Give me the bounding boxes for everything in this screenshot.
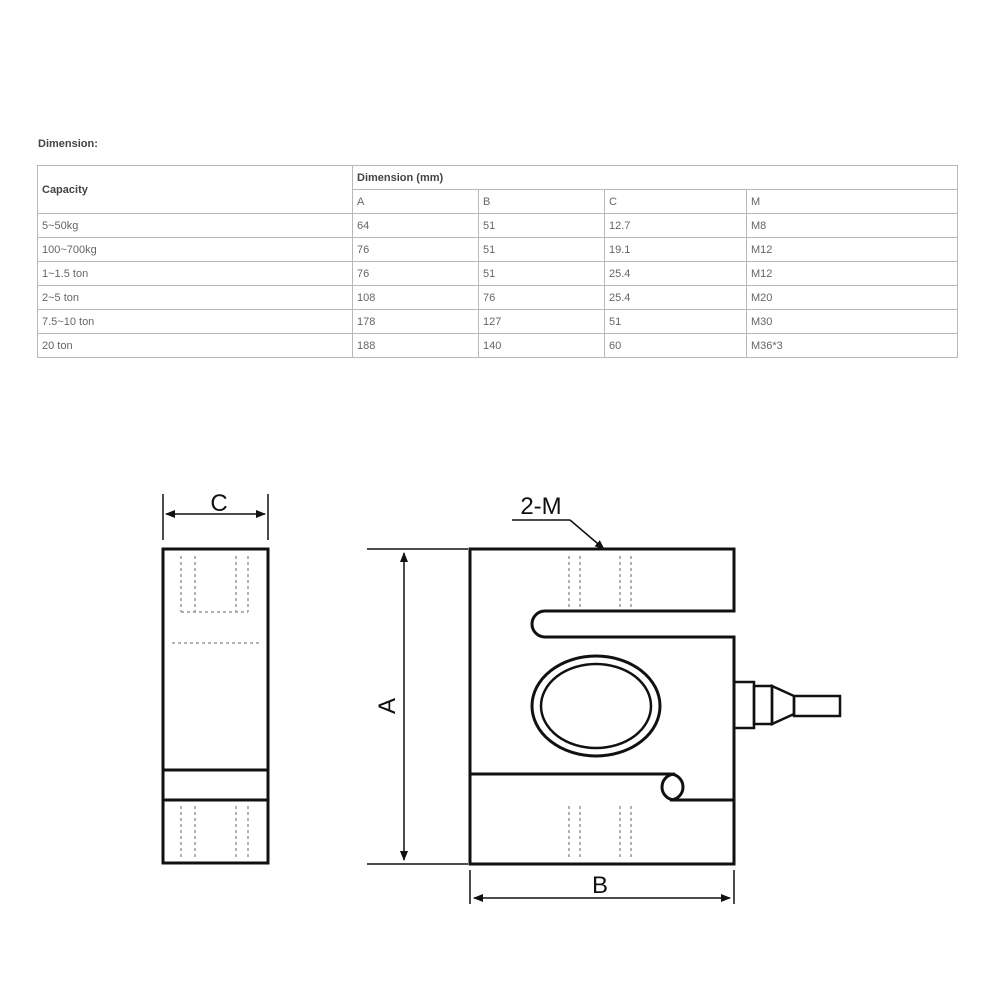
cell-m: M36*3	[747, 334, 958, 358]
cell-m: M8	[747, 214, 958, 238]
cell-b: 140	[479, 334, 605, 358]
cell-capacity: 7.5~10 ton	[38, 310, 353, 334]
label-2m: 2-M	[520, 493, 562, 520]
cell-capacity: 2~5 ton	[38, 286, 353, 310]
cell-a: 76	[353, 238, 479, 262]
dimension-group-header: Dimension (mm)	[353, 166, 958, 190]
label-c: C	[210, 490, 228, 517]
cell-b: 127	[479, 310, 605, 334]
capacity-header: Capacity	[38, 166, 353, 214]
cell-m: M12	[747, 262, 958, 286]
label-a: A	[374, 697, 401, 715]
thread-hidden-lines	[569, 556, 631, 860]
cell-m: M20	[747, 286, 958, 310]
cell-c: 25.4	[605, 262, 747, 286]
cable-connector	[734, 682, 840, 728]
column-header-a: A	[353, 190, 479, 214]
cell-c: 19.1	[605, 238, 747, 262]
column-header-c: C	[605, 190, 747, 214]
cell-b: 51	[479, 238, 605, 262]
cell-m: M30	[747, 310, 958, 334]
cell-a: 188	[353, 334, 479, 358]
cell-capacity: 100~700kg	[38, 238, 353, 262]
leader-arrow	[570, 520, 604, 549]
cell-b: 51	[479, 262, 605, 286]
side-view	[163, 494, 268, 863]
cell-capacity: 1~1.5 ton	[38, 262, 353, 286]
cell-c: 12.7	[605, 214, 747, 238]
side-view-body	[163, 549, 268, 863]
leader-2m	[512, 520, 604, 549]
cell-c: 25.4	[605, 286, 747, 310]
label-b: B	[591, 872, 609, 899]
cell-b: 76	[479, 286, 605, 310]
section-title: Dimension:	[38, 138, 98, 150]
column-header-m: M	[747, 190, 958, 214]
front-view-lower-body	[470, 774, 734, 864]
cell-capacity: 5~50kg	[38, 214, 353, 238]
hidden-line-set	[172, 556, 260, 858]
side-view-gap	[163, 770, 268, 800]
cell-c: 51	[605, 310, 747, 334]
front-view-upper-body	[470, 549, 734, 800]
center-hole-outer	[532, 656, 660, 756]
center-hole-inner	[541, 664, 651, 748]
cell-a: 108	[353, 286, 479, 310]
cell-c: 60	[605, 334, 747, 358]
cell-b: 51	[479, 214, 605, 238]
cell-a: 64	[353, 214, 479, 238]
cell-a: 178	[353, 310, 479, 334]
cell-m: M12	[747, 238, 958, 262]
cell-capacity: 20 ton	[38, 334, 353, 358]
front-view	[470, 549, 840, 864]
column-header-b: B	[479, 190, 605, 214]
cell-a: 76	[353, 262, 479, 286]
